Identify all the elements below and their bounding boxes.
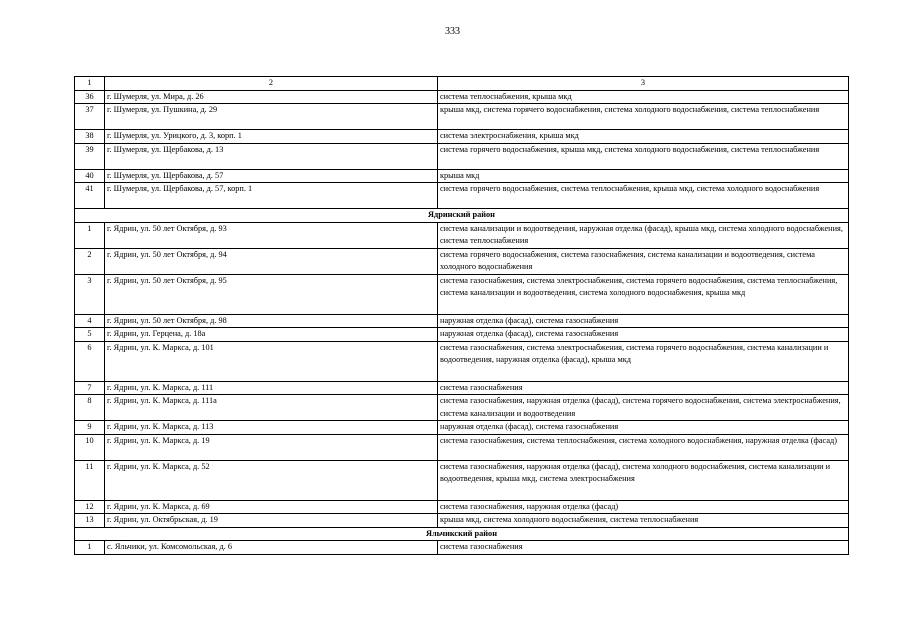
row-number: 13 (75, 514, 105, 528)
address-cell: г. Ядрин, ул. 50 лет Октября, д. 93 (105, 222, 438, 248)
table-row (75, 421, 849, 435)
systems-cell: система горячего водоснабжения, система теплоснабжения, крыша мкд, система холодного водоснабжения (438, 183, 849, 209)
systems-cell: система газоснабжения, наружная отделка (фасад), система горячего водоснабжения, система электроснабжения, система канализации и водоотведения (438, 395, 849, 421)
column-number-2: 2 (105, 77, 438, 91)
systems-cell: система газоснабжения, система электроснабжения, система горячего водоснабжения, система теплоснабжения, система канализации и водоотведения, система холодного водоснабжения, крыша мкд (438, 274, 849, 314)
row-number: 37 (75, 104, 105, 130)
row-number: 3 (75, 274, 105, 314)
systems-cell: система электроснабжения, крыша мкд (438, 130, 849, 144)
address-cell: г. Ядрин, ул. Герцена, д. 18а (105, 328, 438, 342)
section-title: Яльчикский район (75, 527, 849, 541)
address-cell: г. Ядрин, ул. 50 лет Октября, д. 98 (105, 314, 438, 328)
table-row (75, 395, 849, 421)
row-number: 1 (75, 222, 105, 248)
address-cell: г. Ядрин, ул. К. Маркса, д. 69 (105, 500, 438, 514)
table-row (75, 130, 849, 144)
address-cell: г. Ядрин, ул. К. Маркса, д. 111а (105, 395, 438, 421)
systems-cell: система газоснабжения (438, 381, 849, 395)
row-number: 5 (75, 328, 105, 342)
table-row (75, 341, 849, 381)
table-row (75, 248, 849, 274)
row-number: 36 (75, 90, 105, 104)
address-cell: г. Ядрин, ул. К. Маркса, д. 101 (105, 341, 438, 381)
section-title: Ядринский район (75, 209, 849, 223)
row-number: 9 (75, 421, 105, 435)
systems-cell: наружная отделка (фасад), система газоснабжения (438, 314, 849, 328)
address-cell: г. Шумерля, ул. Щербакова, д. 57 (105, 169, 438, 183)
housing-register-table (74, 76, 849, 555)
row-number: 11 (75, 460, 105, 500)
table-row (75, 514, 849, 528)
systems-cell: система газоснабжения, система электроснабжения, система горячего водоснабжения, система канализации и водоотведения, наружная отделка (фасад), крыша мкд (438, 341, 849, 381)
systems-cell: система теплоснабжения, крыша мкд (438, 90, 849, 104)
table-row (75, 434, 849, 460)
table-row (75, 274, 849, 314)
systems-cell: крыша мкд, система горячего водоснабжения, система холодного водоснабжения, система теплоснабжения (438, 104, 849, 130)
systems-cell: система газоснабжения, наружная отделка (фасад), система холодного водоснабжения, система канализации и водоотведения, крыша мкд, система электроснабжения (438, 460, 849, 500)
row-number: 40 (75, 169, 105, 183)
table-row (75, 381, 849, 395)
table-row (75, 328, 849, 342)
row-number: 39 (75, 143, 105, 169)
section-header-row (75, 209, 849, 223)
table-row (75, 541, 849, 555)
table-row (75, 143, 849, 169)
address-cell: г. Шумерля, ул. Щербакова, д. 13 (105, 143, 438, 169)
table-row (75, 460, 849, 500)
systems-cell: система газоснабжения (438, 541, 849, 555)
address-cell: г. Ядрин, ул. К. Маркса, д. 113 (105, 421, 438, 435)
table-row (75, 500, 849, 514)
row-number: 10 (75, 434, 105, 460)
address-cell: г. Ядрин, ул. 50 лет Октября, д. 94 (105, 248, 438, 274)
address-cell: г. Шумерля, ул. Мира, д. 26 (105, 90, 438, 104)
row-number: 12 (75, 500, 105, 514)
row-number: 8 (75, 395, 105, 421)
address-cell: г. Шумерля, ул. Урицкого, д. 3, корп. 1 (105, 130, 438, 144)
address-cell: г. Шумерля, ул. Щербакова, д. 57, корп. 1 (105, 183, 438, 209)
systems-cell: наружная отделка (фасад), система газоснабжения (438, 421, 849, 435)
table-body (75, 77, 849, 555)
systems-cell: крыша мкд (438, 169, 849, 183)
address-cell: с. Яльчики, ул. Комсомольская, д. 6 (105, 541, 438, 555)
column-number-row (75, 77, 849, 91)
table-row (75, 104, 849, 130)
row-number: 4 (75, 314, 105, 328)
table-row (75, 222, 849, 248)
address-cell: г. Ядрин, ул. Октябрьская, д. 19 (105, 514, 438, 528)
table-row (75, 169, 849, 183)
systems-cell: система газоснабжения, система теплоснабжения, система холодного водоснабжения, наружная отделка (фасад) (438, 434, 849, 460)
column-number-1: 1 (75, 77, 105, 91)
row-number: 1 (75, 541, 105, 555)
address-cell: г. Ядрин, ул. К. Маркса, д. 111 (105, 381, 438, 395)
page-number: 333 (445, 26, 460, 37)
row-number: 7 (75, 381, 105, 395)
systems-cell: система горячего водоснабжения, система газоснабжения, система канализации и водоотведения, система холодного водоснабжения (438, 248, 849, 274)
section-header-row (75, 527, 849, 541)
table-row (75, 183, 849, 209)
address-cell: г. Ядрин, ул. К. Маркса, д. 52 (105, 460, 438, 500)
systems-cell: система газоснабжения, наружная отделка (фасад) (438, 500, 849, 514)
systems-cell: наружная отделка (фасад), система газоснабжения (438, 328, 849, 342)
systems-cell: система горячего водоснабжения, крыша мкд, система холодного водоснабжения, система теплоснабжения (438, 143, 849, 169)
row-number: 2 (75, 248, 105, 274)
column-number-3: 3 (438, 77, 849, 91)
address-cell: г. Шумерля, ул. Пушкина, д. 29 (105, 104, 438, 130)
table-row (75, 90, 849, 104)
systems-cell: крыша мкд, система холодного водоснабжения, система теплоснабжения (438, 514, 849, 528)
address-cell: г. Ядрин, ул. 50 лет Октября, д. 95 (105, 274, 438, 314)
row-number: 41 (75, 183, 105, 209)
systems-cell: система канализации и водоотведения, наружная отделка (фасад), крыша мкд, система холодного водоснабжения, система теплоснабжения (438, 222, 849, 248)
table-row (75, 314, 849, 328)
row-number: 38 (75, 130, 105, 144)
row-number: 6 (75, 341, 105, 381)
address-cell: г. Ядрин, ул. К. Маркса, д. 19 (105, 434, 438, 460)
